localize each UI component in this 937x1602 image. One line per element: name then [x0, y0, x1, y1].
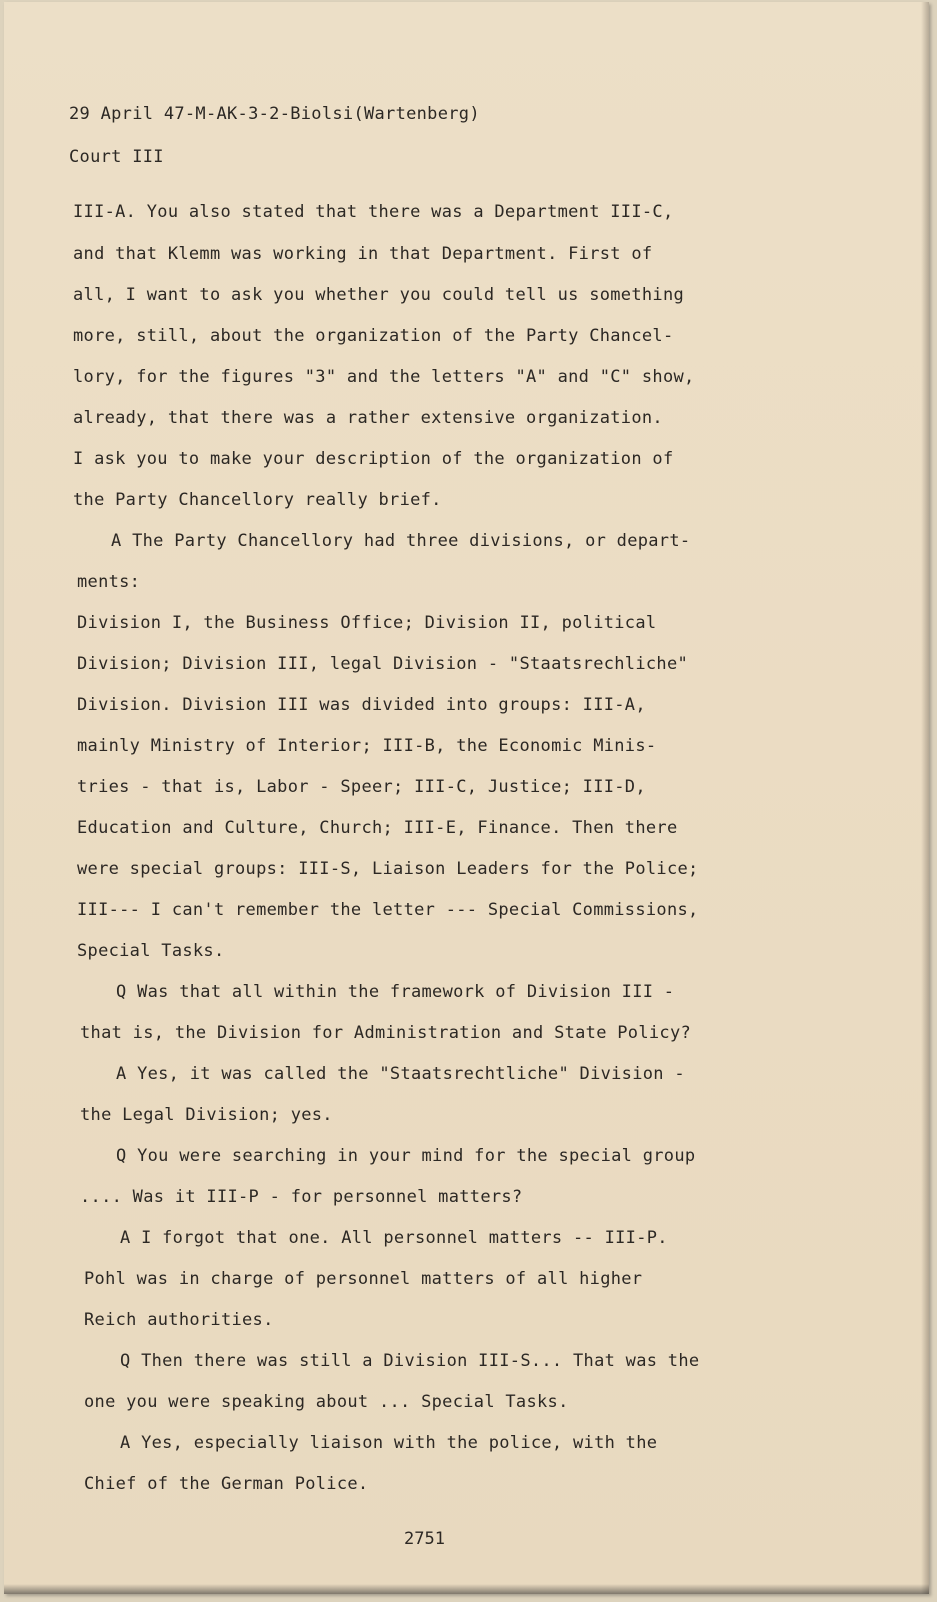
page-edge-shadow-right — [921, 2, 929, 1594]
transcript-line: III--- I can't remember the letter --- Special Commissions, — [77, 900, 699, 920]
transcript-line: A The Party Chancellory had three divisions, or depart- — [111, 531, 691, 551]
transcript-line: Reich authorities. — [84, 1310, 274, 1330]
document-page — [4, 2, 929, 1594]
transcript-line: that is, the Division for Administration and State Policy? — [80, 1023, 692, 1043]
transcript-line: Chief of the German Police. — [84, 1474, 369, 1494]
transcript-line: all, I want to ask you whether you could tell us something — [73, 285, 685, 305]
transcript-line: Q You were searching in your mind for the special group — [116, 1146, 696, 1166]
transcript-line: one you were speaking about ... Special Tasks. — [84, 1392, 569, 1412]
transcript-line: were special groups: III-S, Liaison Leaders for the Police; — [77, 859, 699, 879]
transcript-line: more, still, about the organization of the Party Chancel- — [73, 326, 674, 346]
transcript-line: already, that there was a rather extensive organization. — [73, 408, 663, 428]
transcript-line: ments: — [77, 572, 141, 592]
header-court: Court III — [69, 147, 164, 167]
transcript-line: Division. Division III was divided into groups: III-A, — [77, 695, 646, 715]
transcript-line: Education and Culture, Church; III-E, Finance. Then there — [77, 818, 678, 838]
transcript-line: .... Was it III-P - for personnel matters? — [80, 1187, 523, 1207]
transcript-line: A I forgot that one. All personnel matters -- III-P. — [120, 1228, 668, 1248]
transcript-line: A Yes, especially liaison with the police, with the — [120, 1433, 658, 1453]
transcript-line: Q Then there was still a Division III-S... That was the — [120, 1351, 700, 1371]
transcript-line: Division; Division III, legal Division - "Staatsrechliche" — [77, 654, 689, 674]
transcript-line: lory, for the figures "3" and the letters "A" and "C" show, — [73, 367, 695, 387]
transcript-line: Q Was that all within the framework of Division III - — [116, 982, 675, 1002]
transcript-line: III-A. You also stated that there was a Department III-C, — [73, 202, 674, 222]
transcript-line: and that Klemm was working in that Department. First of — [73, 244, 653, 264]
transcript-line: Special Tasks. — [77, 941, 225, 961]
transcript-line: tries - that is, Labor - Speer; III-C, Justice; III-D, — [77, 777, 646, 797]
transcript-line: Division I, the Business Office; Division II, political — [77, 613, 657, 633]
header-reference: 29 April 47-M-AK-3-2-Biolsi(Wartenberg) — [69, 104, 480, 124]
transcript-line: Pohl was in charge of personnel matters of all higher — [84, 1269, 643, 1289]
transcript-line: the Party Chancellory really brief. — [73, 490, 442, 510]
transcript-line: the Legal Division; yes. — [80, 1105, 333, 1125]
transcript-line: mainly Ministry of Interior; III-B, the Economic Minis- — [77, 736, 657, 756]
transcript-line: A Yes, it was called the "Staatsrechtliche" Division - — [116, 1064, 685, 1084]
transcript-line: I ask you to make your description of the organization of — [73, 449, 674, 469]
page-edge-shadow-bottom — [4, 1584, 929, 1594]
page-number: 2751 — [404, 1529, 445, 1549]
